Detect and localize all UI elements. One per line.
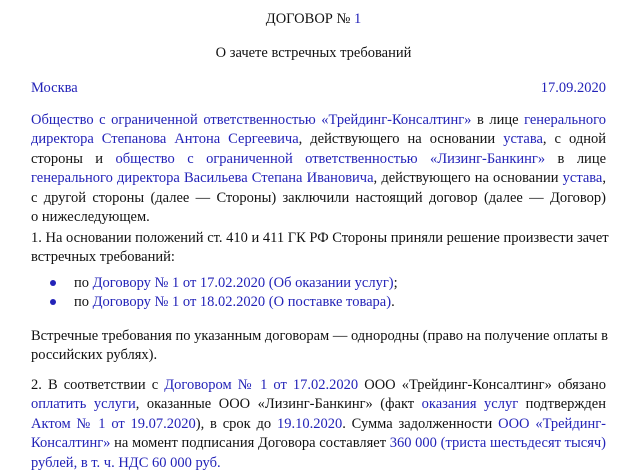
intro-line bbox=[31, 111, 606, 130]
homogeneity-line: Встречные требования по указанным договорам — однородны (право на получение оплаты в bbox=[31, 328, 608, 344]
act-link[interactable]: Актом № 1 от 19.07.2020 bbox=[31, 415, 196, 432]
title-prefix: ДОГОВОР № bbox=[265, 11, 354, 27]
bullet-icon bbox=[50, 280, 56, 286]
list-item-prefix: по bbox=[74, 294, 93, 310]
clause-2-line bbox=[31, 395, 606, 414]
clause-2-text: ООО «Трейдинг-Консалтинг» обязано bbox=[358, 377, 607, 393]
intro-text: , действующего на основании bbox=[298, 131, 504, 148]
intro-text: в лице bbox=[545, 150, 607, 167]
contracts-list bbox=[0, 274, 627, 312]
intro-line: о нижеследующем. bbox=[31, 209, 150, 226]
party2-director-link[interactable]: генерального директора Васильева Степана Ивановича bbox=[31, 170, 374, 187]
title-number-link[interactable]: 1 bbox=[353, 11, 362, 27]
party1-position-link[interactable]: генерального bbox=[524, 112, 606, 128]
bullet-icon bbox=[50, 299, 56, 305]
intro-text: , bbox=[602, 170, 606, 187]
clause-2-line bbox=[31, 376, 606, 395]
intro-line: с другой стороны (далее — Стороны) заключили настоящий договор (далее — Договор) bbox=[31, 189, 606, 206]
homogeneity-line: российских рублях). bbox=[31, 347, 158, 364]
amount-link-cont[interactable]: рублей, в т. ч. НДС 60 000 руб. bbox=[31, 454, 221, 471]
clause-2-text: ), в срок до bbox=[195, 415, 277, 432]
pay-services-link[interactable]: оплатить услуги bbox=[31, 396, 136, 413]
party2-link[interactable]: общество с ограниченной ответственностью «Лизинг-Банкинг» bbox=[115, 150, 546, 167]
clause-2-line bbox=[31, 434, 606, 453]
list-item bbox=[0, 293, 627, 312]
list-item-suffix: ; bbox=[393, 275, 398, 291]
clause-2-text: 2. В соответствии с bbox=[31, 377, 165, 393]
contract-1-link[interactable]: Договору № 1 от 17.02.2020 (Об оказании услуг) bbox=[92, 275, 394, 291]
intro-text: , действующего на основании bbox=[373, 170, 563, 187]
contract-ref-link[interactable]: Договором № 1 от 17.02.2020 bbox=[164, 377, 359, 393]
document-title bbox=[0, 11, 627, 28]
party1-link[interactable]: Общество с ограниченной ответственностью «Трейдинг-Консалтинг» bbox=[31, 112, 472, 128]
party1-director-link[interactable]: директора Степанова Антона Сергеевича bbox=[31, 131, 299, 148]
clause-2-line bbox=[31, 415, 606, 434]
city-date-row bbox=[31, 80, 606, 97]
city-link[interactable]: Москва bbox=[31, 80, 78, 96]
deadline-link[interactable]: 19.10.2020 bbox=[276, 415, 343, 432]
debtor-link[interactable]: ООО «Трейдинг- bbox=[498, 415, 606, 432]
clause-1-line: 1. На основании положений ст. 410 и 411 ГК РФ Стороны приняли решение произвести зачет bbox=[31, 230, 609, 246]
contract-2-link[interactable]: Договору № 1 от 18.02.2020 (О поставке товара) bbox=[92, 294, 392, 310]
intro-line bbox=[31, 130, 606, 149]
clause-1-line: встречных требований: bbox=[31, 249, 175, 266]
intro-line bbox=[31, 169, 606, 188]
document-subtitle: О зачете встречных требований bbox=[215, 45, 412, 61]
intro-line bbox=[31, 150, 606, 169]
clause-2-text: , оказанные ООО «Лизинг-Банкинг» (факт bbox=[135, 396, 422, 413]
intro-text: стороны и bbox=[31, 150, 116, 167]
amount-link[interactable]: 360 000 (триста шестьдесят тысяч) bbox=[389, 435, 606, 452]
clause-2-paragraph bbox=[31, 376, 606, 473]
list-item-prefix: по bbox=[74, 275, 93, 291]
clause-2-text: на момент подписания Договора составляет bbox=[110, 435, 390, 452]
party2-charter-link[interactable]: устава bbox=[562, 170, 603, 187]
list-item bbox=[0, 274, 627, 293]
intro-paragraph bbox=[31, 111, 606, 227]
debtor-link-cont[interactable]: Консалтинг» bbox=[31, 435, 111, 452]
intro-text: в лице bbox=[471, 112, 525, 128]
list-item-text bbox=[74, 293, 395, 312]
party1-charter-link[interactable]: устава bbox=[503, 131, 543, 148]
homogeneity-paragraph bbox=[31, 327, 606, 366]
date-link[interactable]: 17.09.2020 bbox=[540, 80, 606, 96]
list-item-text bbox=[74, 274, 398, 293]
intro-text: , с одной bbox=[542, 131, 606, 148]
clause-2-text: подтвержден bbox=[518, 396, 606, 413]
list-item-suffix: . bbox=[391, 294, 395, 310]
clause-1-paragraph bbox=[31, 229, 609, 268]
clause-2-text: . Сумма задолженности bbox=[342, 415, 499, 432]
services-rendered-link[interactable]: оказания услуг bbox=[421, 396, 519, 413]
